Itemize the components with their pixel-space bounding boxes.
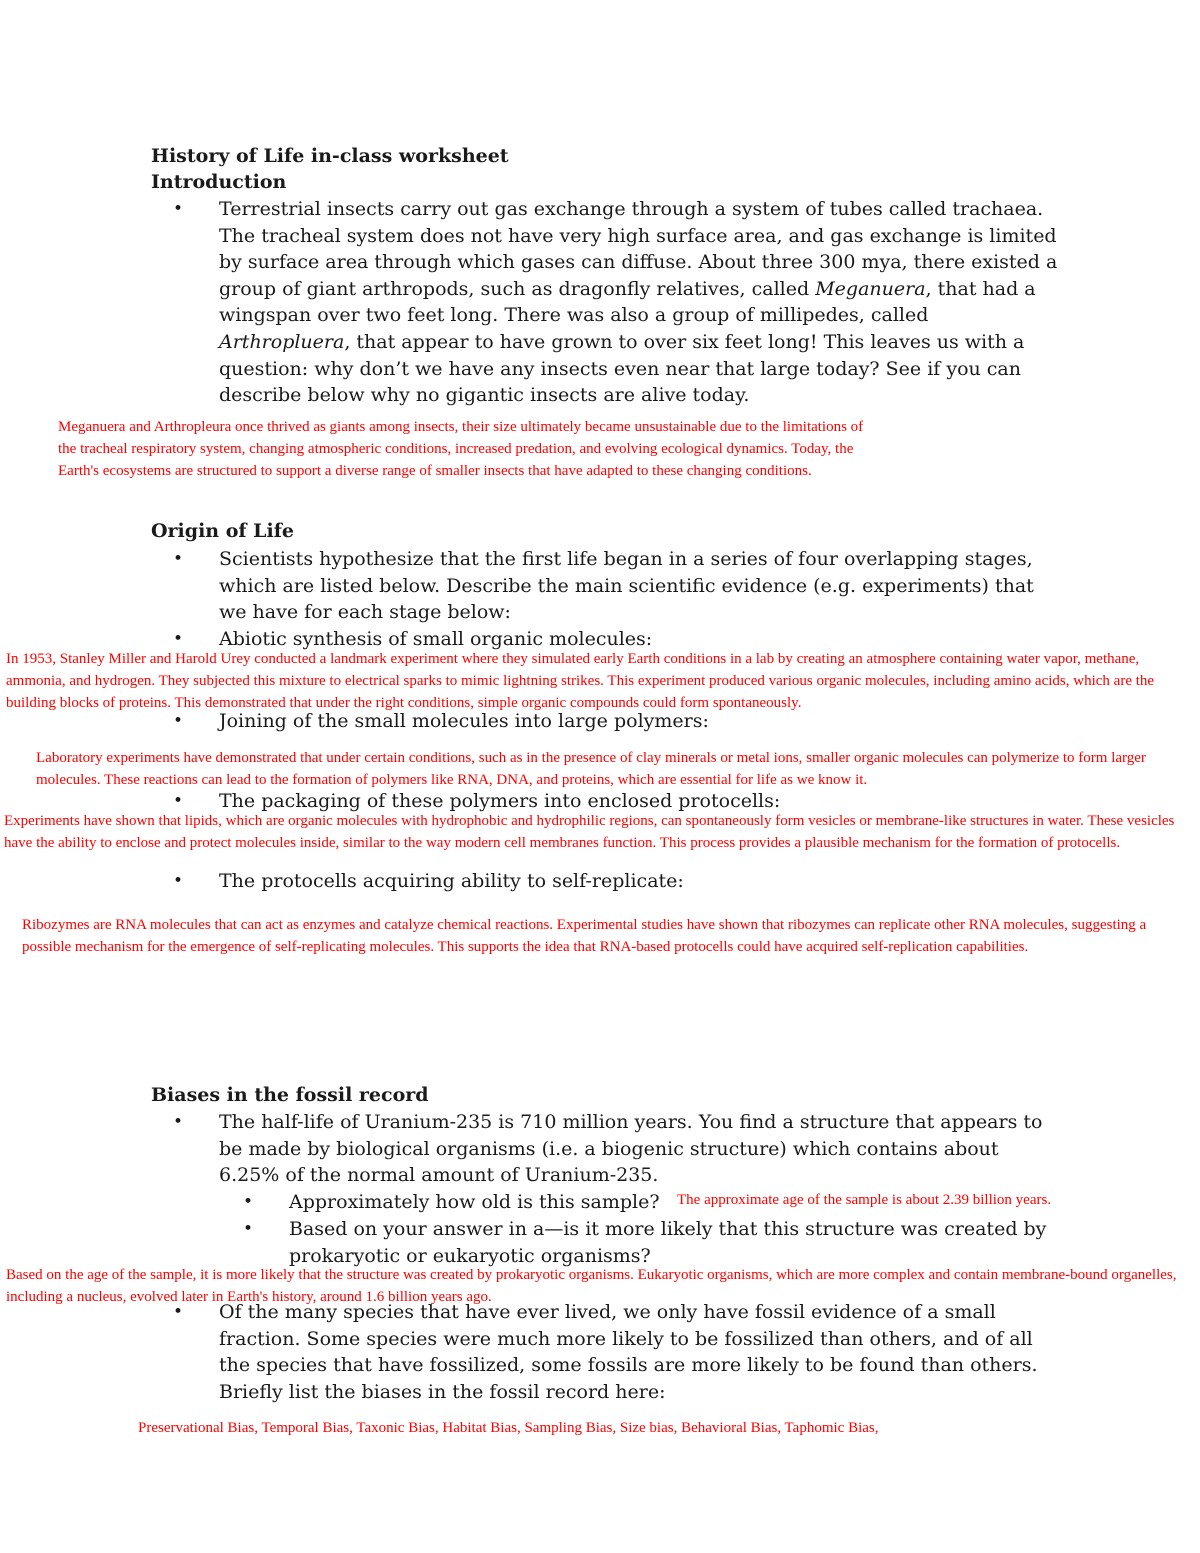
stage-2-question: • Joining of the small molecules into large polymers: (219, 708, 1059, 735)
uranium-question: • The half-life of Uranium-235 is 710 million years. You find a structure that appears to be made by biological organisms (i.e. a biogenic structure) which contains about 6.25% of the normal amount of Uranium-235. (219, 1109, 1049, 1189)
intro-answer: Meganuera and Arthropleura once thrived as giants among insects, their size ultimately became unsustainable due to the limitations of the tracheal respiratory system, changing atmospheric conditions, increased predation, and evolving ecological dynamics. Today, the Earth's ecosystems are structured to support a diverse range of smaller insects that have adapted to these changing conditions. (58, 419, 864, 479)
origin-question: • Scientists hypothesize that the first life began in a series of four overlapping stages, which are listed below. Describe the main scientific evidence (e.g. experiments) that we have for each stage below: (219, 546, 1049, 626)
stage-1-question: • Abiotic synthesis of small organic molecules: (219, 626, 1059, 653)
biases-heading: Biases in the fossil record (151, 1084, 429, 1106)
fossil-bias-answer: Preservational Bias, Temporal Bias, Taxonic Bias, Habitat Bias, Sampling Bias, Size bias, Behavioral Bias, Taphomic Bias, (138, 1420, 879, 1436)
sample-age-question: • Approximately how old is this sample? (289, 1189, 669, 1216)
stage-1-answer: In 1953, Stanley Miller and Harold Urey conducted a landmark experiment where they simulated early Earth conditions in a lab by creating an atmosphere containing water vapor, methane, ammonia, and hydrogen. They subjected this mixture to electrical sparks to mimic lightning strikes. This experiment produced various organic molecules, including amino acids, which are the building blocks of proteins. This demonstrated that under the right conditions, simple organic compounds could form spontaneously. (6, 651, 1155, 711)
stage-4-question: • The protocells acquiring ability to self-replicate: (219, 868, 1059, 895)
origin-heading: Origin of Life (151, 520, 295, 542)
sample-age-answer: The approximate age of the sample is about 2.39 billion years. (677, 1192, 1052, 1208)
stage-2-answer: Laboratory experiments have demonstrated that under certain conditions, such as in the presence of clay minerals or metal ions, smaller organic molecules can polymerize to form larger molecules. These reactions can lead to the formation of polymers like RNA, DNA, and proteins, which are essential for life as we know it. (36, 750, 1146, 788)
page-title: History of Life in-class worksheet (151, 145, 509, 167)
arthropluera-term: Arthropluera (219, 330, 345, 353)
stage-4-answer: Ribozymes are RNA molecules that can act as enzymes and catalyze chemical reactions. Experimental studies have shown that ribozymes can replicate other RNA molecules, suggesting a possible mechanism for the emergence of self-replicating molecules. This supports the idea that RNA-based protocells could have acquired self-replication capabilities. (22, 917, 1147, 955)
fossil-bias-question: • Of the many species that have ever lived, we only have fossil evidence of a small fraction. Some species were much more likely to be fossilized than others, and of all the species that have fossilized, some fossils are more likely to be found than others. Briefly list the biases in the fossil record here: (219, 1299, 1049, 1405)
stage-3-question: • The packaging of these polymers into enclosed protocells: (219, 788, 1059, 815)
intro-heading: Introduction (151, 171, 287, 193)
stage-3-answer: Experiments have shown that lipids, which are organic molecules with hydrophobic and hydrophilic regions, can spontaneously form vesicles or membrane-like structures in water. These vesicles have the ability to enclose and protect molecules inside, similar to the way modern cell membranes function. This process provides a plausible mechanism for the formation of protocells. (4, 813, 1175, 851)
meganuera-term: Meganuera (815, 277, 926, 300)
organism-type-question: • Based on your answer in a—is it more likely that this structure was created by prokaryotic or eukaryotic organisms? (289, 1216, 1049, 1269)
organism-type-answer: Based on the age of the sample, it is more likely that the structure was created by prokaryotic organisms. Eukaryotic organisms, which are more complex and contain membrane-bound organelles, including a nucleus, evolved later in Earth's history, around 1.6 billion years ago. (6, 1267, 1177, 1305)
intro-question: • Terrestrial insects carry out gas exchange through a system of tubes called trachaea. The tracheal system does not have very high surface area, and gas exchange is limited by surface area through which gases can diffuse. About three 300 mya, there existed a group of giant arthropods, such as dragonfly relatives, called Meganuera, that had a wingspan over two feet long. There was also a group of millipedes, called Arthropluera, that appear to have grown to over six feet long! This leaves us with a question: why don’t we have any insects even near that large today? See if you can describe below why no gigantic insects are alive today. (219, 196, 1059, 409)
